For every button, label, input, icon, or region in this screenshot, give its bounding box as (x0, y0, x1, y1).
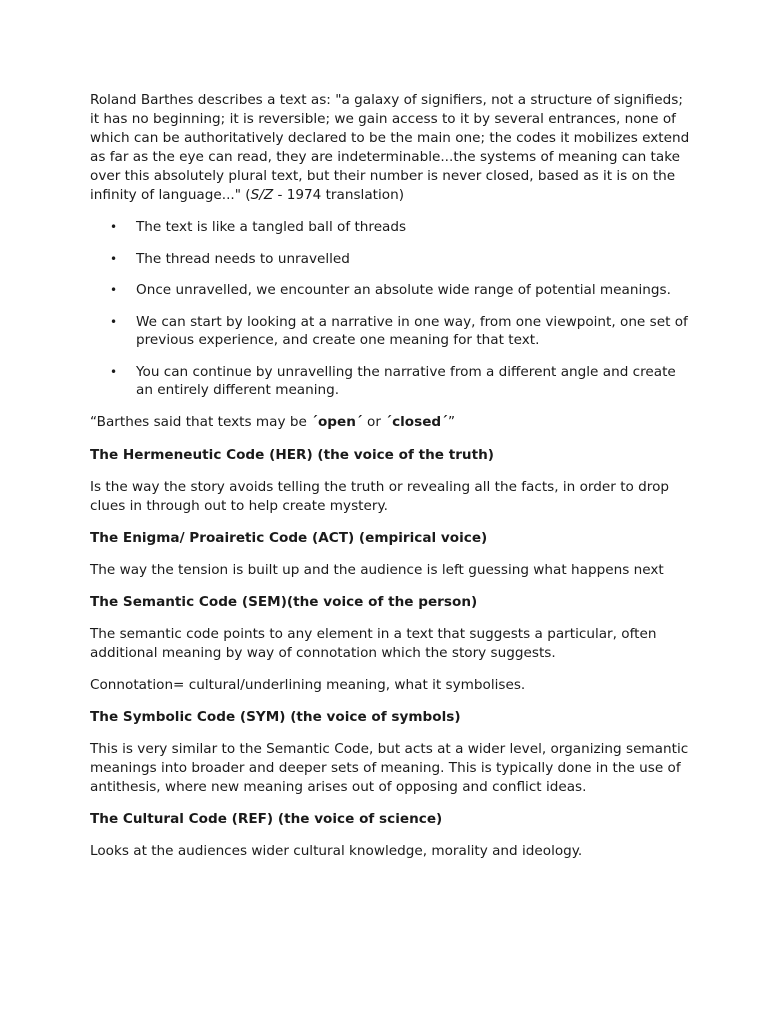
quote-open: ´open´ (311, 413, 363, 430)
list-item-text: We can start by looking at a narrative in one way, from one viewpoint, one set of previous experience, and create one meaning for that text. (136, 313, 688, 348)
list-item (90, 281, 690, 300)
bullet-list (90, 218, 690, 400)
bullet-icon: • (110, 314, 118, 329)
quote-suffix: ” (447, 413, 456, 430)
section-paragraph: The way the tension is built up and the audience is left guessing what happens next (90, 561, 664, 578)
list-item-text: The text is like a tangled ball of threads (136, 219, 407, 235)
section-paragraph: This is very similar to the Semantic Code, but acts at a wider level, organizing semantic meanings into broader and deeper sets of meaning. This is typically done in the use of antithesis, where new meaning arises out of opposing and conflict ideas. (90, 740, 689, 795)
bullet-icon: • (110, 251, 118, 266)
list-item (90, 218, 690, 237)
source-title: S/Z (250, 187, 274, 203)
section-heading-semantic: The Semantic Code (SEM)(the voice of the person) (90, 593, 478, 610)
intro-paragraph (90, 91, 690, 205)
section-heading-hermeneutic: The Hermeneutic Code (HER) (the voice of the truth) (90, 446, 494, 463)
list-item-text: Once unravelled, we encounter an absolute wide range of potential meanings. (136, 282, 671, 298)
quote-middle: or (362, 413, 386, 430)
bullet-icon: • (110, 220, 118, 234)
section-paragraph: The semantic code points to any element in a text that suggests a particular, often additional meaning by way of connotation which the story suggests. (90, 625, 657, 661)
quote-prefix: “Barthes said that texts may be (90, 413, 312, 430)
section-paragraph: Connotation= cultural/underlining meaning, what it symbolises. (90, 676, 526, 693)
section-paragraph: Is the way the story avoids telling the truth or revealing all the facts, in order to drop clues in through out to help create mystery. (90, 478, 670, 514)
list-item-text: You can continue by unravelling the narrative from a different angle and create an entirely different meaning. (136, 363, 676, 398)
list-item (90, 363, 690, 400)
section-paragraph: Looks at the audiences wider cultural knowledge, morality and ideology. (90, 842, 583, 859)
list-item-text: The thread needs to unravelled (136, 250, 350, 267)
section-heading-enigma: The Enigma/ Proairetic Code (ACT) (empirical voice) (90, 529, 488, 546)
section-heading-symbolic: The Symbolic Code (SYM) (the voice of symbols) (90, 708, 461, 725)
quote-closed: ´closed´ (385, 413, 448, 430)
intro-text: Roland Barthes describes a text as: "a galaxy of signifiers, not a structure of signifieds; it has no beginning; it is reversible; we gain access to it by several entrances, none of which can be authoritatively declared to be the main one; the codes it mobilizes extend as far as the eye can read, they are indeterminable...the systems of meaning can take over this absolutely plural text, but their number is never closed, based as it is on the infinity of language..." ( (90, 92, 690, 203)
list-item (90, 313, 690, 350)
bullet-icon: • (110, 364, 118, 379)
bullet-icon: • (110, 283, 118, 297)
source-suffix: - 1974 translation) (273, 187, 405, 203)
document-page (90, 91, 690, 874)
section-heading-cultural: The Cultural Code (REF) (the voice of science) (90, 810, 443, 827)
barthes-quote (90, 413, 690, 432)
list-item (90, 250, 690, 269)
